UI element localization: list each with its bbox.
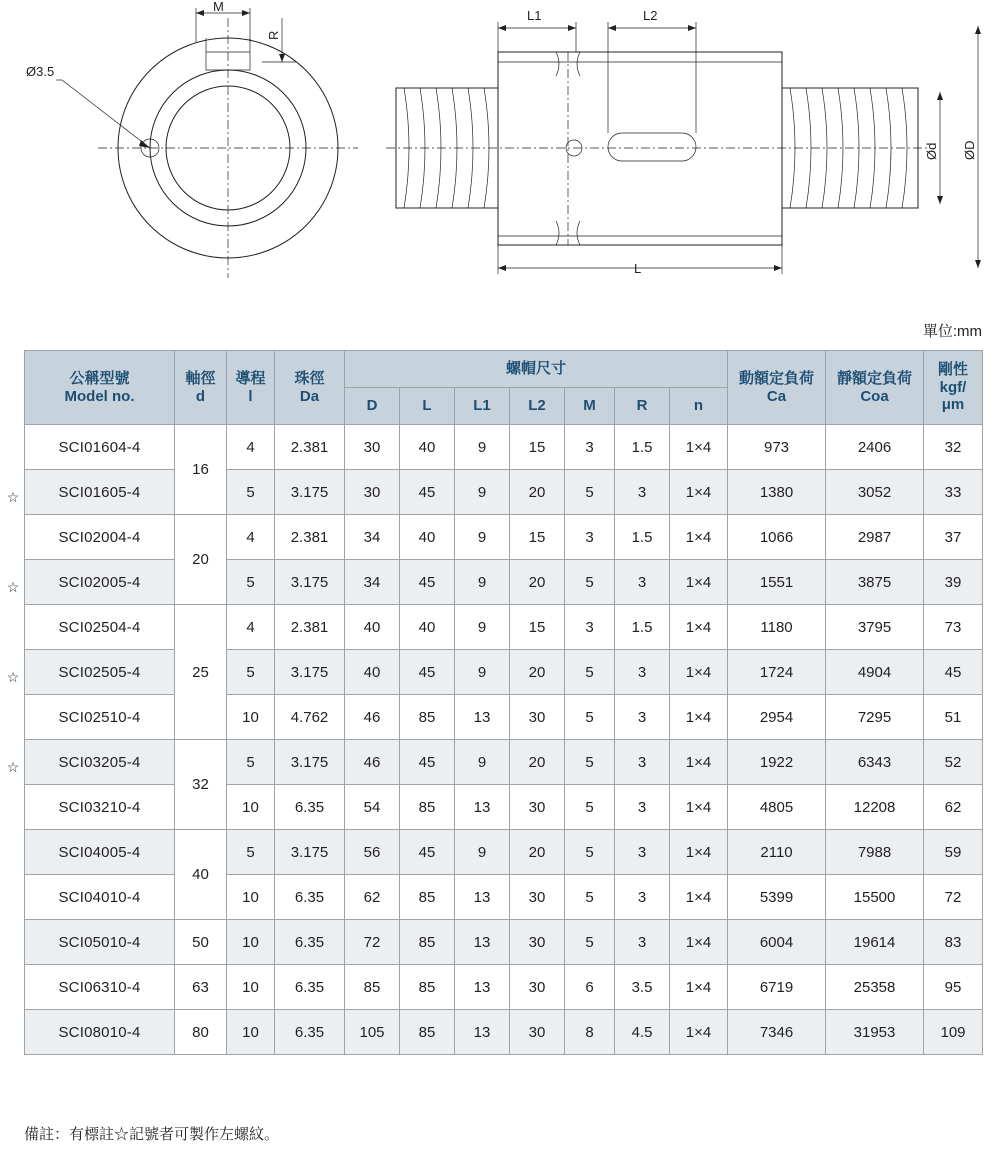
cell-coa: 31953 bbox=[826, 1010, 924, 1055]
table-row bbox=[25, 740, 983, 785]
cell-l2: 20 bbox=[510, 740, 565, 785]
cell-d: 72 bbox=[345, 920, 400, 965]
table-row bbox=[25, 470, 983, 515]
cell-r: 3.5 bbox=[615, 965, 670, 1010]
label-m: M bbox=[213, 0, 224, 14]
cell-coa: 25358 bbox=[826, 965, 924, 1010]
cell-m: 5 bbox=[565, 740, 615, 785]
cell-rigidity: 73 bbox=[924, 605, 983, 650]
header-rigidity-unit1: kgf/ bbox=[939, 378, 967, 396]
cell-ca: 2954 bbox=[728, 695, 826, 740]
cell-l1: 9 bbox=[455, 740, 510, 785]
table-row bbox=[25, 515, 983, 560]
cell-l1: 9 bbox=[455, 560, 510, 605]
cell-l1: 13 bbox=[455, 875, 510, 920]
header-nut-l1: L1 bbox=[455, 388, 510, 425]
cell-m: 3 bbox=[565, 605, 615, 650]
cell-l: 5 bbox=[227, 560, 275, 605]
cell-rigidity: 72 bbox=[924, 875, 983, 920]
dimension-dia-d-big bbox=[962, 26, 981, 268]
cell-m: 5 bbox=[565, 470, 615, 515]
left-hand-thread-marker-column bbox=[2, 350, 24, 1060]
cell-l: 5 bbox=[227, 470, 275, 515]
cell-n: 1×4 bbox=[670, 1010, 728, 1055]
table-row bbox=[25, 830, 983, 875]
cell-n: 1×4 bbox=[670, 515, 728, 560]
cell-r: 4.5 bbox=[615, 1010, 670, 1055]
cell-m: 3 bbox=[565, 425, 615, 470]
cell-m: 5 bbox=[565, 785, 615, 830]
label-l2: L2 bbox=[643, 8, 658, 23]
cell-l: 40 bbox=[400, 605, 455, 650]
cell-shaft-diameter: 25 bbox=[175, 605, 227, 740]
cell-l1: 9 bbox=[455, 605, 510, 650]
cell-rigidity: 83 bbox=[924, 920, 983, 965]
cell-l: 45 bbox=[400, 830, 455, 875]
cell-l2: 20 bbox=[510, 650, 565, 695]
dimension-l bbox=[498, 245, 782, 276]
cell-coa: 2406 bbox=[826, 425, 924, 470]
cell-l2: 30 bbox=[510, 920, 565, 965]
cell-d: 62 bbox=[345, 875, 400, 920]
cell-r: 3 bbox=[615, 650, 670, 695]
cell-l: 85 bbox=[400, 785, 455, 830]
cell-coa: 12208 bbox=[826, 785, 924, 830]
left-thread-star-marker: ☆ bbox=[6, 759, 20, 775]
cell-r: 3 bbox=[615, 920, 670, 965]
cell-d: 30 bbox=[345, 470, 400, 515]
cell-ca: 1380 bbox=[728, 470, 826, 515]
cell-ca: 1724 bbox=[728, 650, 826, 695]
header-shaft-dia bbox=[175, 351, 227, 425]
cell-model: SCI04010-4 bbox=[25, 875, 175, 920]
header-nut-n: n bbox=[670, 388, 728, 425]
cell-model: SCI01604-4 bbox=[25, 425, 175, 470]
cell-shaft-diameter: 80 bbox=[175, 1010, 227, 1055]
cell-n: 1×4 bbox=[670, 560, 728, 605]
header-ball-dia-sym: Da bbox=[299, 387, 320, 405]
cell-l: 10 bbox=[227, 965, 275, 1010]
header-dynamic-load-sym: Ca bbox=[766, 387, 787, 405]
cell-ca: 5399 bbox=[728, 875, 826, 920]
table-row bbox=[25, 965, 983, 1010]
cell-model: SCI03205-4 bbox=[25, 740, 175, 785]
cell-model: SCI02510-4 bbox=[25, 695, 175, 740]
cell-d: 54 bbox=[345, 785, 400, 830]
cell-m: 8 bbox=[565, 1010, 615, 1055]
dimension-dia35 bbox=[26, 64, 150, 148]
cell-coa: 7295 bbox=[826, 695, 924, 740]
cell-r: 3 bbox=[615, 470, 670, 515]
cell-n: 1×4 bbox=[670, 425, 728, 470]
label-r: R bbox=[266, 30, 281, 40]
cell-ca: 6004 bbox=[728, 920, 826, 965]
cell-rigidity: 95 bbox=[924, 965, 983, 1010]
cell-shaft-diameter: 20 bbox=[175, 515, 227, 605]
cell-m: 6 bbox=[565, 965, 615, 1010]
left-thread-star-marker bbox=[2, 610, 24, 655]
left-thread-star-marker bbox=[2, 700, 24, 745]
header-static-load-sym: Coa bbox=[860, 387, 889, 405]
cell-da: 6.35 bbox=[275, 1010, 345, 1055]
cell-coa: 3875 bbox=[826, 560, 924, 605]
cell-ca: 2110 bbox=[728, 830, 826, 875]
cell-l2: 30 bbox=[510, 875, 565, 920]
cell-coa: 2987 bbox=[826, 515, 924, 560]
left-thread-star-marker: ☆ bbox=[6, 579, 20, 595]
cell-da: 3.175 bbox=[275, 650, 345, 695]
cell-da: 6.35 bbox=[275, 965, 345, 1010]
left-thread-star-marker bbox=[2, 835, 24, 880]
specification-table-wrapper bbox=[24, 350, 982, 1055]
cell-l: 45 bbox=[400, 740, 455, 785]
cell-rigidity: 52 bbox=[924, 740, 983, 785]
cell-l: 5 bbox=[227, 650, 275, 695]
header-dynamic-load-cn: 動額定負荷 bbox=[739, 369, 815, 387]
header-nut-d: D bbox=[345, 388, 400, 425]
table-row bbox=[25, 605, 983, 650]
cell-l1: 9 bbox=[455, 650, 510, 695]
cell-r: 3 bbox=[615, 740, 670, 785]
specification-table bbox=[24, 350, 983, 1055]
cell-shaft-diameter: 16 bbox=[175, 425, 227, 515]
cell-l2: 30 bbox=[510, 965, 565, 1010]
header-model-cn: 公稱型號 bbox=[69, 369, 130, 387]
left-thread-star-marker bbox=[2, 520, 24, 565]
header-nut-r: R bbox=[615, 388, 670, 425]
cell-l1: 9 bbox=[455, 425, 510, 470]
cell-da: 2.381 bbox=[275, 515, 345, 560]
cell-l: 10 bbox=[227, 785, 275, 830]
cell-l2: 20 bbox=[510, 560, 565, 605]
ballscrew-side-view bbox=[386, 52, 928, 245]
cell-l1: 13 bbox=[455, 695, 510, 740]
cell-d: 46 bbox=[345, 740, 400, 785]
cell-l: 45 bbox=[400, 560, 455, 605]
cell-r: 1.5 bbox=[615, 425, 670, 470]
left-thread-star-marker: ☆ bbox=[6, 669, 20, 685]
table-row bbox=[25, 560, 983, 605]
table-row bbox=[25, 425, 983, 470]
label-l: L bbox=[634, 261, 642, 276]
cell-da: 3.175 bbox=[275, 560, 345, 605]
cell-ca: 1180 bbox=[728, 605, 826, 650]
cell-m: 5 bbox=[565, 650, 615, 695]
cell-l: 45 bbox=[400, 650, 455, 695]
dimension-m bbox=[196, 0, 250, 42]
left-thread-star-marker bbox=[2, 970, 24, 1015]
cell-d: 40 bbox=[345, 605, 400, 650]
cell-l1: 9 bbox=[455, 470, 510, 515]
cell-r: 3 bbox=[615, 785, 670, 830]
table-row bbox=[25, 785, 983, 830]
cell-l: 4 bbox=[227, 605, 275, 650]
cell-r: 3 bbox=[615, 830, 670, 875]
cell-d: 34 bbox=[345, 515, 400, 560]
cell-d: 34 bbox=[345, 560, 400, 605]
cell-model: SCI02504-4 bbox=[25, 605, 175, 650]
header-model-en: Model no. bbox=[64, 387, 135, 405]
header-ball-dia bbox=[275, 351, 345, 425]
header-nut-size: 螺帽尺寸 bbox=[345, 351, 728, 388]
cell-n: 1×4 bbox=[670, 470, 728, 515]
table-row bbox=[25, 695, 983, 740]
cell-n: 1×4 bbox=[670, 920, 728, 965]
cell-da: 2.381 bbox=[275, 605, 345, 650]
technical-drawing bbox=[0, 0, 1000, 300]
cell-ca: 7346 bbox=[728, 1010, 826, 1055]
cell-l1: 13 bbox=[455, 920, 510, 965]
cell-ca: 4805 bbox=[728, 785, 826, 830]
unit-label: 單位:mm bbox=[922, 323, 982, 340]
label-l1: L1 bbox=[527, 8, 542, 23]
left-thread-star-marker bbox=[2, 1015, 24, 1060]
cell-rigidity: 32 bbox=[924, 425, 983, 470]
cell-n: 1×4 bbox=[670, 965, 728, 1010]
header-shaft-dia-cn: 軸徑 bbox=[185, 369, 216, 387]
cell-model: SCI02005-4 bbox=[25, 560, 175, 605]
cell-l: 10 bbox=[227, 695, 275, 740]
left-thread-star-marker bbox=[2, 790, 24, 835]
cell-n: 1×4 bbox=[670, 875, 728, 920]
cell-l: 10 bbox=[227, 1010, 275, 1055]
cell-rigidity: 59 bbox=[924, 830, 983, 875]
cell-r: 3 bbox=[615, 560, 670, 605]
cell-m: 5 bbox=[565, 875, 615, 920]
cell-r: 3 bbox=[615, 875, 670, 920]
cell-n: 1×4 bbox=[670, 605, 728, 650]
cell-model: SCI08010-4 bbox=[25, 1010, 175, 1055]
dimension-l1 bbox=[498, 8, 576, 52]
left-thread-star-marker bbox=[2, 925, 24, 970]
cell-rigidity: 39 bbox=[924, 560, 983, 605]
cell-n: 1×4 bbox=[670, 695, 728, 740]
cell-l2: 30 bbox=[510, 695, 565, 740]
cell-d: 40 bbox=[345, 650, 400, 695]
cell-l: 10 bbox=[227, 875, 275, 920]
cell-n: 1×4 bbox=[670, 785, 728, 830]
cell-coa: 4904 bbox=[826, 650, 924, 695]
cell-d: 56 bbox=[345, 830, 400, 875]
cell-coa: 7988 bbox=[826, 830, 924, 875]
cell-l1: 9 bbox=[455, 515, 510, 560]
cell-ca: 973 bbox=[728, 425, 826, 470]
cell-model: SCI02505-4 bbox=[25, 650, 175, 695]
cell-shaft-diameter: 50 bbox=[175, 920, 227, 965]
cell-d: 30 bbox=[345, 425, 400, 470]
cell-shaft-diameter: 63 bbox=[175, 965, 227, 1010]
cell-l2: 15 bbox=[510, 605, 565, 650]
footnote: 備註：有標註☆記號者可製作左螺紋。 bbox=[24, 1126, 280, 1143]
cell-coa: 6343 bbox=[826, 740, 924, 785]
cell-l1: 13 bbox=[455, 785, 510, 830]
header-model bbox=[25, 351, 175, 425]
cell-l2: 30 bbox=[510, 785, 565, 830]
header-nut-l: L bbox=[400, 388, 455, 425]
table-row bbox=[25, 650, 983, 695]
label-dia35: Ø3.5 bbox=[26, 64, 55, 79]
cell-model: SCI04005-4 bbox=[25, 830, 175, 875]
cell-l2: 15 bbox=[510, 515, 565, 560]
left-thread-star-marker bbox=[2, 880, 24, 925]
cell-l: 85 bbox=[400, 965, 455, 1010]
dimension-r bbox=[262, 18, 296, 62]
cell-l: 85 bbox=[400, 695, 455, 740]
cell-rigidity: 37 bbox=[924, 515, 983, 560]
cell-m: 5 bbox=[565, 695, 615, 740]
cell-l: 40 bbox=[400, 425, 455, 470]
cell-da: 6.35 bbox=[275, 875, 345, 920]
header-rigidity bbox=[924, 351, 983, 425]
cell-n: 1×4 bbox=[670, 740, 728, 785]
header-rigidity-cn: 剛性 bbox=[938, 360, 969, 378]
header-lead bbox=[227, 351, 275, 425]
cell-l2: 30 bbox=[510, 1010, 565, 1055]
cell-coa: 3052 bbox=[826, 470, 924, 515]
cell-l: 4 bbox=[227, 425, 275, 470]
cell-rigidity: 62 bbox=[924, 785, 983, 830]
cell-d: 85 bbox=[345, 965, 400, 1010]
cell-r: 1.5 bbox=[615, 605, 670, 650]
dimension-dia-d-small bbox=[924, 92, 943, 204]
nut-end-view bbox=[98, 18, 358, 278]
header-static-load bbox=[826, 351, 924, 425]
table-row bbox=[25, 1010, 983, 1055]
cell-model: SCI01605-4 bbox=[25, 470, 175, 515]
label-dia-d-small: Ød bbox=[924, 142, 939, 160]
cell-model: SCI03210-4 bbox=[25, 785, 175, 830]
cell-l: 85 bbox=[400, 1010, 455, 1055]
cell-ca: 6719 bbox=[728, 965, 826, 1010]
cell-coa: 19614 bbox=[826, 920, 924, 965]
cell-r: 3 bbox=[615, 695, 670, 740]
cell-da: 4.762 bbox=[275, 695, 345, 740]
cell-m: 3 bbox=[565, 515, 615, 560]
cell-model: SCI02004-4 bbox=[25, 515, 175, 560]
cell-d: 46 bbox=[345, 695, 400, 740]
cell-l: 40 bbox=[400, 515, 455, 560]
cell-rigidity: 45 bbox=[924, 650, 983, 695]
header-shaft-dia-sym: d bbox=[195, 387, 206, 405]
header-nut-m: M bbox=[565, 388, 615, 425]
cell-model: SCI05010-4 bbox=[25, 920, 175, 965]
cell-da: 3.175 bbox=[275, 740, 345, 785]
cell-coa: 3795 bbox=[826, 605, 924, 650]
cell-rigidity: 33 bbox=[924, 470, 983, 515]
cell-n: 1×4 bbox=[670, 650, 728, 695]
header-lead-cn: 導程 bbox=[235, 369, 266, 387]
cell-ca: 1066 bbox=[728, 515, 826, 560]
cell-l: 10 bbox=[227, 920, 275, 965]
cell-r: 1.5 bbox=[615, 515, 670, 560]
cell-l: 4 bbox=[227, 515, 275, 560]
cell-rigidity: 109 bbox=[924, 1010, 983, 1055]
cell-n: 1×4 bbox=[670, 830, 728, 875]
cell-m: 5 bbox=[565, 920, 615, 965]
cell-l2: 20 bbox=[510, 830, 565, 875]
cell-l: 5 bbox=[227, 830, 275, 875]
cell-l: 5 bbox=[227, 740, 275, 785]
cell-rigidity: 51 bbox=[924, 695, 983, 740]
cell-shaft-diameter: 40 bbox=[175, 830, 227, 920]
left-thread-star-marker bbox=[2, 430, 24, 475]
cell-model: SCI06310-4 bbox=[25, 965, 175, 1010]
cell-l2: 15 bbox=[510, 425, 565, 470]
cell-l1: 13 bbox=[455, 965, 510, 1010]
cell-da: 3.175 bbox=[275, 830, 345, 875]
cell-da: 2.381 bbox=[275, 425, 345, 470]
cell-m: 5 bbox=[565, 830, 615, 875]
table-row bbox=[25, 875, 983, 920]
cell-l1: 9 bbox=[455, 830, 510, 875]
cell-shaft-diameter: 32 bbox=[175, 740, 227, 830]
cell-d: 105 bbox=[345, 1010, 400, 1055]
dimension-l2 bbox=[608, 8, 696, 133]
cell-ca: 1922 bbox=[728, 740, 826, 785]
header-rigidity-unit2: μm bbox=[941, 396, 965, 414]
header-static-load-cn: 靜額定負荷 bbox=[837, 369, 913, 387]
header-ball-dia-cn: 珠徑 bbox=[294, 369, 325, 387]
header-nut-l2: L2 bbox=[510, 388, 565, 425]
cell-da: 6.35 bbox=[275, 785, 345, 830]
cell-m: 5 bbox=[565, 560, 615, 605]
header-lead-sym: l bbox=[248, 387, 253, 405]
table-row bbox=[25, 920, 983, 965]
cell-coa: 15500 bbox=[826, 875, 924, 920]
cell-da: 3.175 bbox=[275, 470, 345, 515]
cell-da: 6.35 bbox=[275, 920, 345, 965]
cell-l: 45 bbox=[400, 470, 455, 515]
header-dynamic-load bbox=[728, 351, 826, 425]
cell-l: 85 bbox=[400, 920, 455, 965]
cell-l2: 20 bbox=[510, 470, 565, 515]
cell-l1: 13 bbox=[455, 1010, 510, 1055]
label-dia-d-big: ØD bbox=[962, 140, 977, 160]
left-thread-star-marker: ☆ bbox=[6, 489, 20, 505]
cell-l: 85 bbox=[400, 875, 455, 920]
cell-ca: 1551 bbox=[728, 560, 826, 605]
